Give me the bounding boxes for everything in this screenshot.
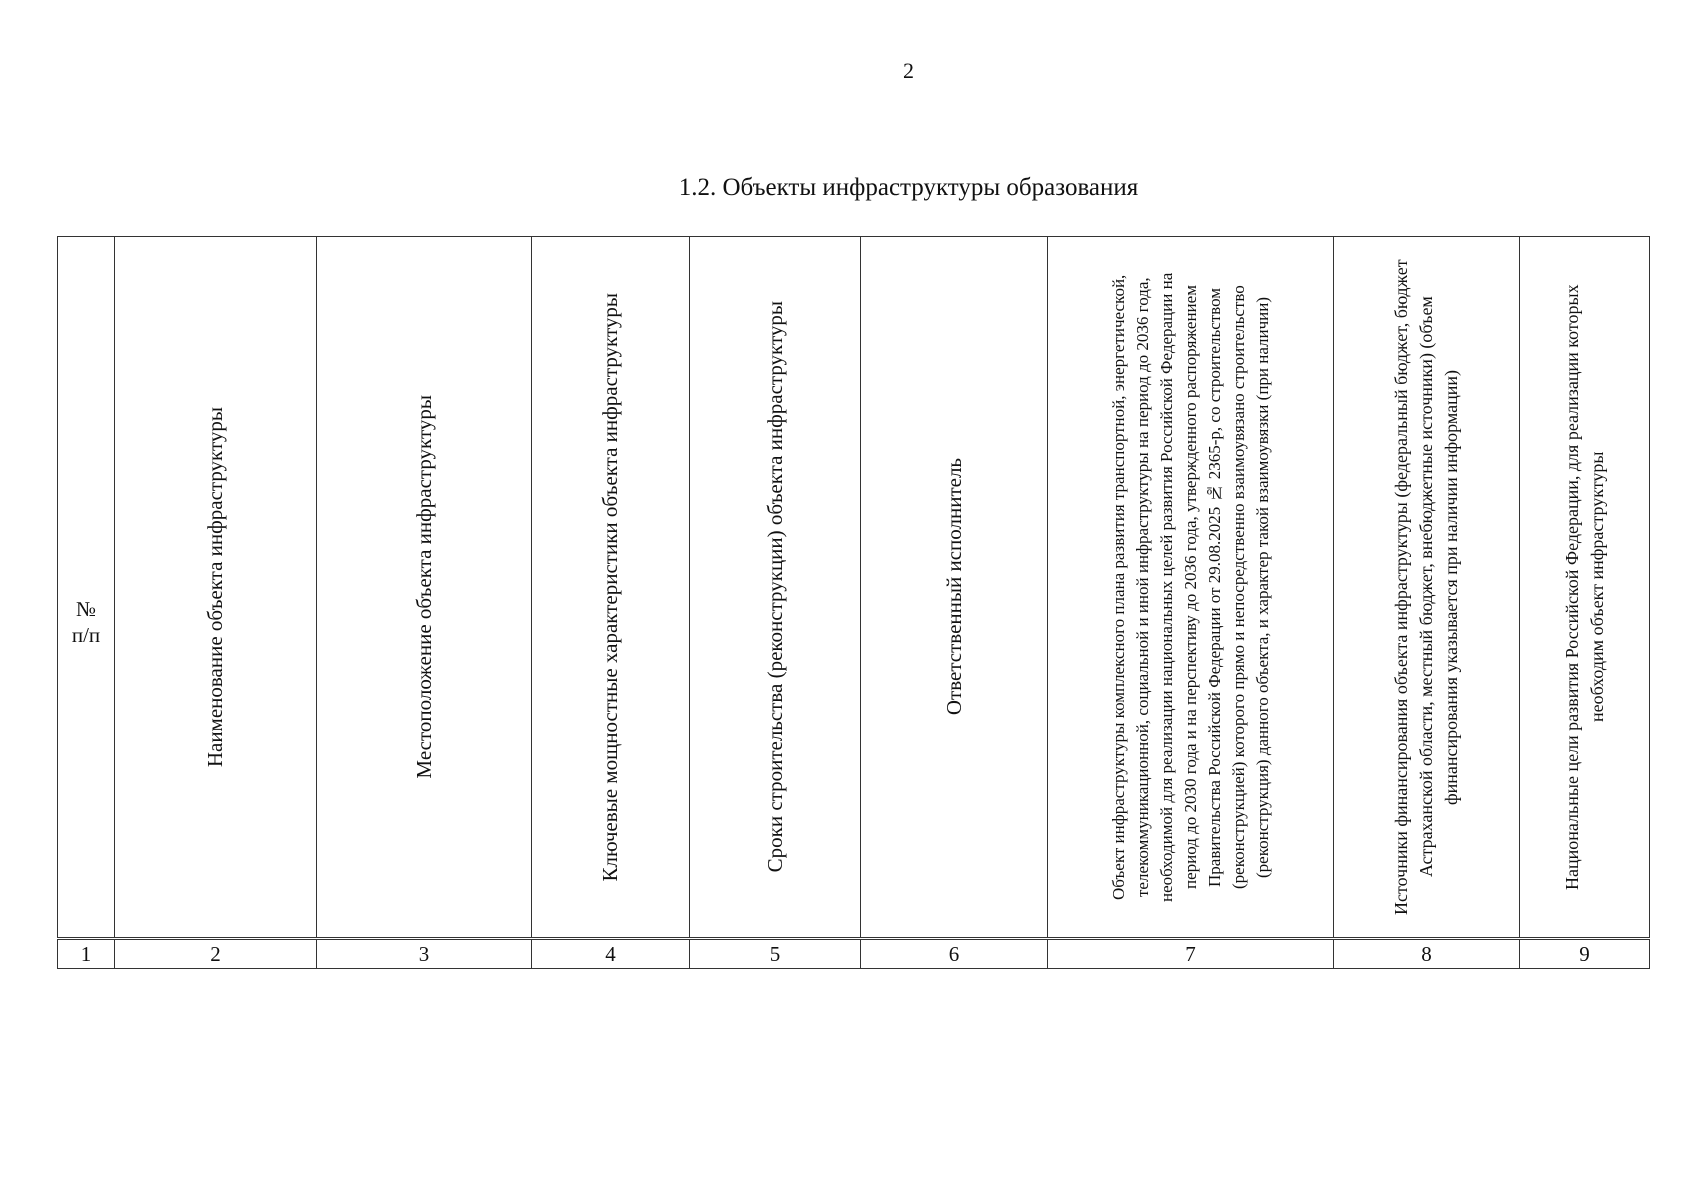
page-number: 2 xyxy=(903,58,914,83)
header-responsible-text: Ответственный исполнитель xyxy=(941,458,966,716)
header-national-goals-text: Национальные цели развития Российской Федерации, для реализации которых необходим объект инфраструктуры xyxy=(1561,284,1607,890)
column-number-cell: 9 xyxy=(1520,939,1650,969)
column-number-cell: 6 xyxy=(861,939,1048,969)
header-cell-number xyxy=(58,237,115,939)
infrastructure-table xyxy=(57,236,1650,969)
section-title: 1.2. Объекты инфраструктуры образования xyxy=(678,174,1139,201)
header-funding-text: Источники финансирования объекта инфраструктуры (федеральный бюджет, бюджет Астраханской области, местный бюджет, внебюджетные источники) (объем финансирования указывается при наличии информации) xyxy=(1391,259,1461,915)
header-number-abbr: п/п xyxy=(71,623,101,647)
header-cell-timing xyxy=(690,237,861,939)
column-number-row xyxy=(58,939,1650,969)
header-cell-national-goals xyxy=(1520,237,1650,939)
column-number-cell: 5 xyxy=(690,939,861,969)
header-linked-object-text: Объект инфраструктуры комплексного плана развития транспортной, энергетической, телекоммуникационной, социальной и иной инфраструктуры на период до 2036 года, необходимой для реализации национальных целей развития Российской Федерации на период до 2030 года и на перспективу до 2036 года, утвержденного распоряжением Правительства Российской Федерации от 29.08.2025 № 2365-р, со строительством (реконструкцией) которого прямо и непосредственно взаимоувязано строительство (реконструкция) данного объекта, и характер такой взаимоувязки (при наличии) xyxy=(1108,272,1272,902)
column-number-cell: 4 xyxy=(532,939,690,969)
header-capacity-text: Ключевые мощностные характеристики объекта инфраструктуры xyxy=(598,292,622,882)
header-cell-capacity xyxy=(532,237,690,939)
column-number-cell: 3 xyxy=(317,939,532,969)
header-cell-name xyxy=(115,237,317,939)
column-number-cell: 8 xyxy=(1334,939,1520,969)
table-header-row xyxy=(58,237,1650,939)
column-number-cell: 7 xyxy=(1048,939,1334,969)
header-location-text: Местоположение объекта инфраструктуры xyxy=(411,395,436,779)
column-number-cell: 2 xyxy=(115,939,317,969)
header-cell-responsible xyxy=(861,237,1048,939)
header-name-text: Наименование объекта инфраструктуры xyxy=(203,406,227,768)
column-number-cell: 1 xyxy=(58,939,115,969)
header-cell-funding xyxy=(1334,237,1520,939)
header-timing-text: Сроки строительства (реконструкции) объекта инфраструктуры xyxy=(762,301,787,873)
header-cell-location xyxy=(317,237,532,939)
header-number-sign: № xyxy=(75,597,97,621)
header-cell-linked-object xyxy=(1048,237,1334,939)
